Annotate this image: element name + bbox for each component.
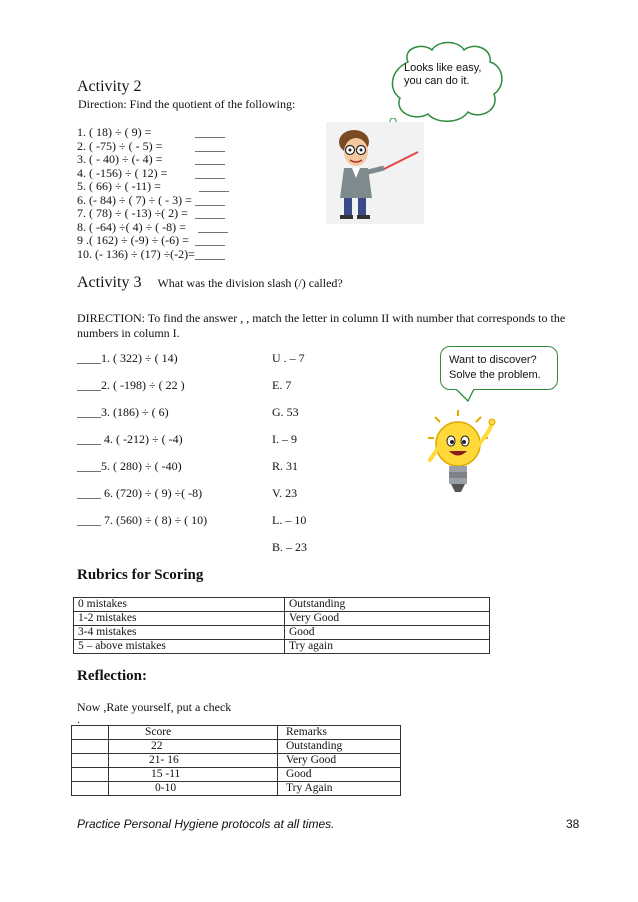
table-row [72,740,401,754]
list-item: 2. ( -75) ÷ ( - 5) = _____ [77,138,225,153]
list-item: 9 .( 162) ÷ (-9) ÷ (-6) = _____ [77,233,225,247]
remarks-cell: Outstanding [278,740,401,754]
rubrics-title: Rubrics for Scoring [77,567,204,583]
list-item: ____ 6. (720) ÷ ( 9) ÷( -8) [77,486,203,500]
table-row [72,754,401,768]
remarks-header: Remarks [278,726,401,740]
table-row [74,626,490,640]
list-item: 10. (- 136) ÷ (17) ÷(-2)= _____ [77,246,225,261]
list-item: 6. (- 84) ÷ ( 7) ÷ ( - 3) = _____ [77,192,225,207]
table-row [74,612,490,626]
check-cell[interactable] [72,754,109,768]
list-item: U . – 7 [272,351,305,365]
list-item: R. 31 [272,459,299,473]
list-item: ____ 7. (560) ÷ ( 8) ÷ ( 10) [77,513,208,527]
page-number: 38 [566,817,580,831]
list-item: ____1. ( 322) ÷ ( 14) [77,351,178,365]
table-row [74,640,490,654]
teacher-illustration [326,122,424,224]
thought-cloud [388,40,506,120]
activity3-question: What was the division slash (/) called? [157,276,343,290]
rubric-mistakes: 1-2 mistakes [74,612,285,626]
activity3-direction: DIRECTION: To find the answer , , match the letter in column II with number that corresponds to the numbers in column I. [77,311,566,340]
check-cell[interactable] [72,740,109,754]
rubric-mistakes: 5 – above mistakes [74,640,285,654]
remarks-cell: Try Again [278,782,401,796]
rubric-mistakes: 0 mistakes [74,598,285,612]
remarks-cell: Very Good [278,754,401,768]
reflection-title: Reflection: [77,668,147,684]
table-row [72,726,401,740]
rubric-rating: Very Good [285,612,490,626]
list-item: 3. ( - 40) ÷ (- 4) = _____ [77,152,225,166]
column-2 [272,351,307,567]
rubric-rating: Good [285,626,490,640]
check-cell[interactable] [72,782,109,796]
callout-tail [454,389,478,403]
list-item: 7. ( 78) ÷ ( -13) ÷( 2) = _____ [77,206,225,220]
rubrics-table [73,597,490,654]
lightbulb-illustration [428,410,508,500]
speech-callout [440,346,558,390]
activity2-list [77,125,252,260]
rubric-rating: Outstanding [285,598,490,612]
score-cell: 21- 16 [109,754,278,768]
list-item: 8. ( -64) ÷( 4) ÷ ( -8) = _____ [77,219,228,234]
score-cell: 22 [109,740,278,754]
score-cell: 15 -11 [109,768,278,782]
reflection-table [71,725,401,796]
check-cell[interactable] [72,768,109,782]
cloud-text: Looks like easy, you can do it. [404,62,482,87]
list-item: G. 53 [272,405,299,419]
list-item: 5. ( 66) ÷ ( -11) = _____ [77,179,229,193]
table-row [74,598,490,612]
rubric-rating: Try again [285,640,490,654]
list-item: B. – 23 [272,540,308,554]
remarks-cell: Good [278,768,401,782]
list-item: L. – 10 [272,513,307,527]
list-item: ____5. ( 280) ÷ ( -40) [77,459,182,473]
list-item: ____ 4. ( -212) ÷ ( -4) [77,432,183,446]
footer-text: Practice Personal Hygiene protocols at all times. [77,817,335,831]
list-item: ____3. (186) ÷ ( 6) [77,405,169,419]
reflection-instruction: Now ,Rate yourself, put a check [77,700,232,714]
rubric-mistakes: 3-4 mistakes [74,626,285,640]
table-row [72,782,401,796]
list-item: 1. ( 18) ÷ ( 9) = _____ [77,125,225,139]
table-row [72,768,401,782]
list-item: I. – 9 [272,432,297,446]
list-item: E. 7 [272,378,292,392]
activity2-title: Activity 2 [77,78,142,95]
list-item: V. 23 [272,486,298,500]
score-cell: 0-10 [109,782,278,796]
activity3-heading [77,274,343,292]
column-1 [77,351,207,540]
callout-text: Want to discover? Solve the problem. [449,354,541,381]
list-item: 4. ( -156) ÷ ( 12) = _____ [77,165,225,180]
reflection-dot: . [77,712,80,726]
score-header: Score [109,726,278,740]
list-item: ____2. ( -198) ÷ ( 22 ) [77,378,185,392]
check-cell[interactable] [72,726,109,740]
activity3-title: Activity 3 [77,274,142,291]
activity2-direction: Direction: Find the quotient of the following: [78,97,296,111]
